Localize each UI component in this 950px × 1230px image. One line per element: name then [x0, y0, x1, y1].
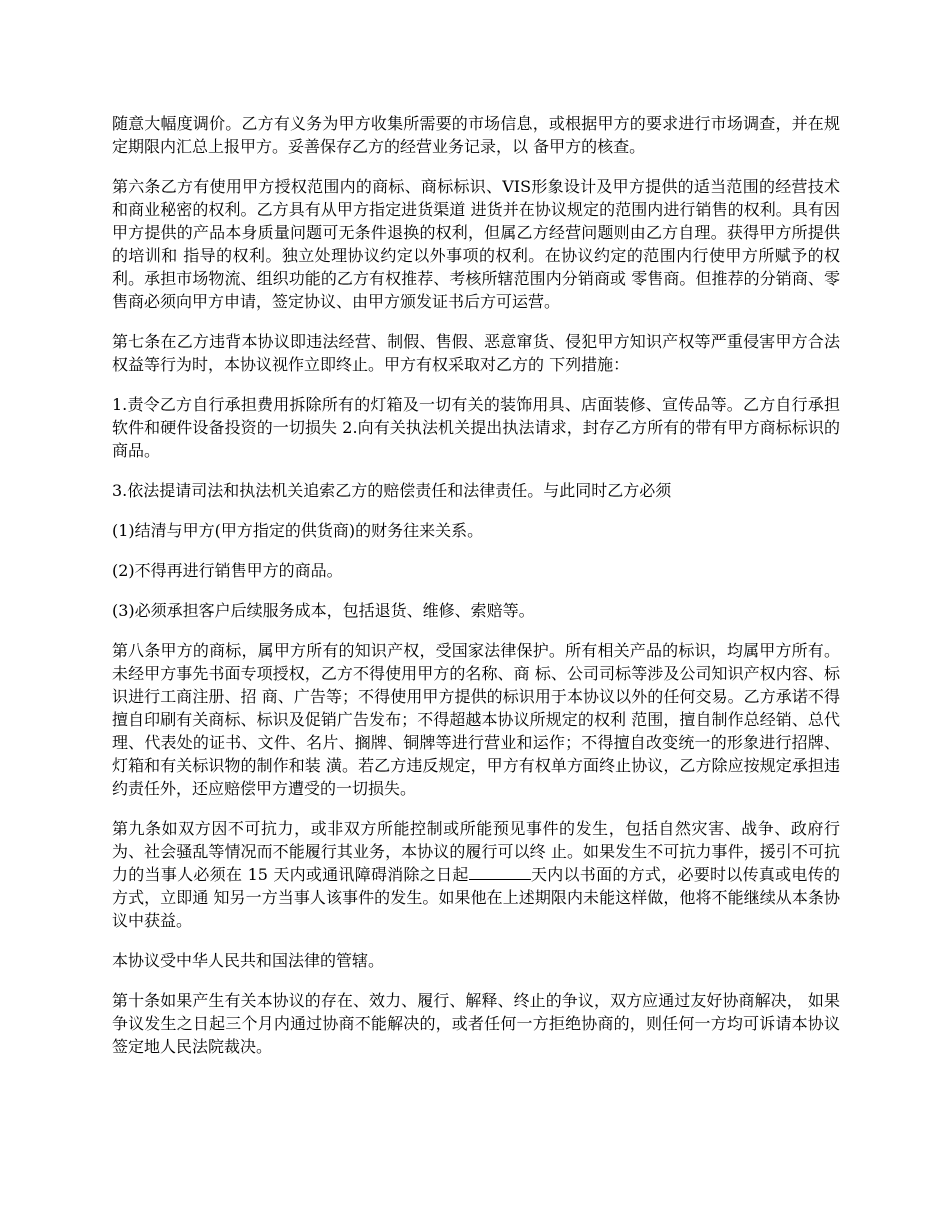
- paragraph-article-8: 第八条甲方的商标，属甲方所有的知识产权，受国家法律保护。所有相关产品的标识，均属甲方所有。未经甲方事先书面专项授权，乙方不得使用甲方的名称、商 标、公司司标等涉及公司知识产权内容、标识进行工商注册、招 商、广告等；不得使用甲方提供的标识用于本协议以外的任何交易。乙方承诺不得擅自印刷有关商标、标识及促销广告发布；不得超越本协议所规定的权利 范围，擅自制作总经销、总代理、代表处的证书、文件、名片、搁牌、铜牌等进行营业和运作；不得擅自改变统一的形象进行招牌、灯箱和有关标识物的制作和装 潢。若乙方违反规定，甲方有权单方面终止协议，乙方除应按规定承担违约责任外，还应赔偿甲方遭受的一切损失。: [112, 641, 840, 798]
- paragraph-article-9: [112, 817, 840, 932]
- paragraph-governing-law: 本协议受中华人民共和国法律的管辖。: [112, 951, 385, 970]
- paragraph-measure-1-2: 1.责令乙方自行承担费用拆除所有的灯箱及一切有关的装饰用具、店面装修、宣传品等。乙方自行承担软件和硬件设备投资的一切损失 2.向有关执法机关提出执法请求，封存乙方所有的带有甲方商标标识的商品。: [112, 395, 840, 460]
- fill-in-blank-line: [469, 865, 531, 880]
- paragraph-item-1: (1)结清与甲方(甲方指定的供货商)的财务往来关系。: [112, 521, 484, 540]
- paragraph-article-10: 第十条如果产生有关本协议的存在、效力、履行、解释、终止的争议，双方应通过友好协商解决， 如果争议发生之日起三个月内通过协商不能解决的，或者任何一方拒绝协商的，则任何一方均可诉请本协议签定地人民法院裁决。: [112, 991, 840, 1056]
- paragraph-article-6: 第六条乙方有使用甲方授权范围内的商标、商标标识、VIS形象设计及甲方提供的适当范围的经营技术和商业秘密的权利。乙方具有从甲方指定进货渠道 进货并在协议规定的范围内进行销售的权利。具有因甲方提供的产品本身质量问题可无条件退换的权利，但属乙方经营问题则由乙方自理。获得甲方所提供的培训和 指导的权利。独立处理协议约定以外事项的权利。在协议约定的范围内行使甲方所赋予的权利。承担市场物流、组织功能的乙方有权推荐、考核所辖范围内分销商或 零售商。但推荐的分销商、零售商必须向甲方申请，签定协议、由甲方颁发证书后方可运营。: [112, 177, 840, 311]
- paragraph-item-2: (2)不得再进行销售甲方的商品。: [112, 561, 343, 580]
- paragraph-item-3: (3)必须承担客户后续服务成本，包括退货、维修、索赔等。: [112, 601, 535, 620]
- paragraph-price-adjustment: 随意大幅度调价。乙方有义务为甲方收集所需要的市场信息，或根据甲方的要求进行市场调查，并在规定期限内汇总上报甲方。妥善保存乙方的经营业务记录，以 备甲方的核查。: [112, 114, 840, 156]
- article-9-text-after-blank: 天内以书面的方式，必要时以传真或电传的方式，立即通 知另一方当事人该事件的发生。如果他在上述期限内未能这样做，他将不能继续从本条协议中获益。: [112, 865, 840, 930]
- paragraph-measure-3: 3.依法提请司法和执法机关追索乙方的赔偿责任和法律责任。与此同时乙方必须: [112, 481, 672, 500]
- article-9-text-before-blank: 第九条如双方因不可抗力，或非双方所能控制或所能预见事件的发生，包括自然灾害、战争、政府行为、社会骚乱等情况而不能履行其业务，本协议的履行可以终 止。如果发生不可抗力事件，援引不可抗力的当事人必须在 15 天内或通讯障碍消除之日起: [112, 819, 840, 884]
- document-page: [112, 112, 840, 1075]
- paragraph-article-7: 第七条在乙方违背本协议即违法经营、制假、售假、恶意窜货、侵犯甲方知识产权等严重侵害甲方合法权益等行为时，本协议视作立即终止。甲方有权采取对乙方的 下列措施：: [112, 332, 840, 374]
